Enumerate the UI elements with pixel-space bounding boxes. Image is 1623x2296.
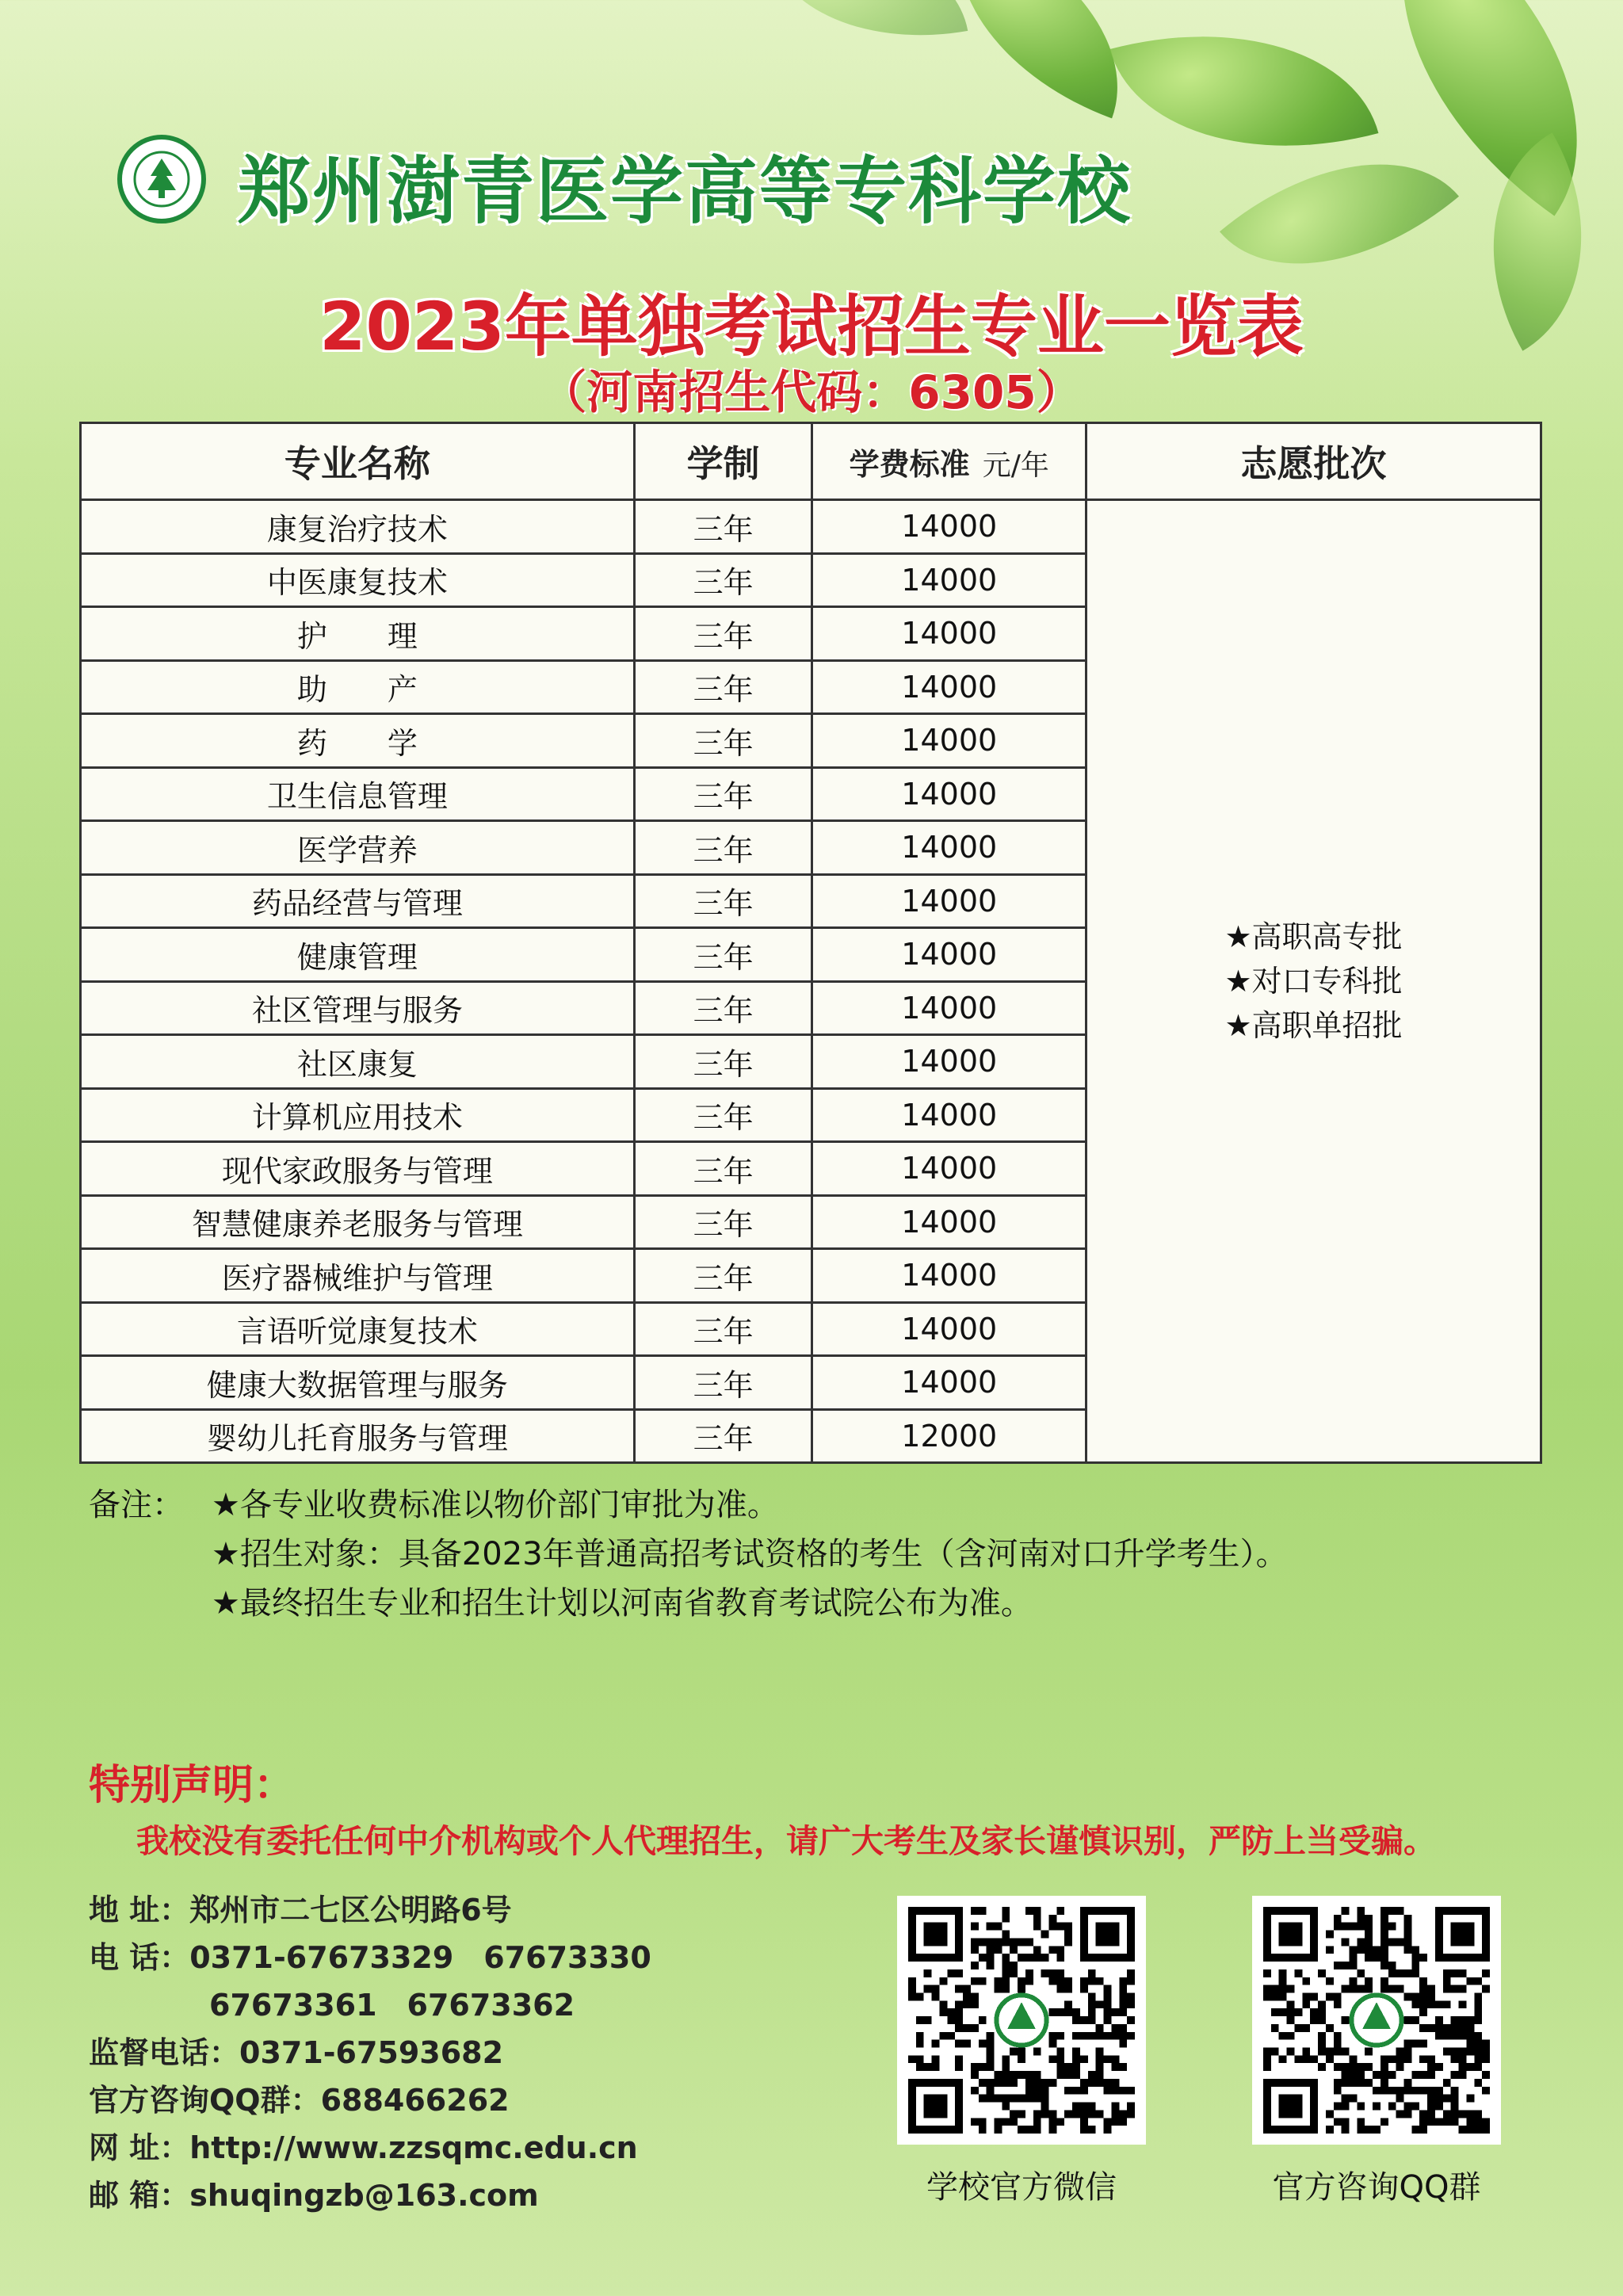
cell-name: 药品经营与管理 <box>81 874 635 928</box>
cell-duration: 三年 <box>634 1195 812 1249</box>
cell-duration: 三年 <box>634 981 812 1035</box>
cell-fee: 14000 <box>812 553 1086 607</box>
cell-name: 社区管理与服务 <box>81 981 635 1035</box>
note-item: ★招生对象：具备2023年普通高招考试资格的考生（含河南对口升学考生）。 <box>212 1536 1288 1572</box>
leaf-decoration <box>1110 0 1379 195</box>
school-emblem-icon <box>117 135 206 223</box>
enrollment-code: （河南招生代码：6305） <box>540 365 1083 419</box>
cell-duration: 三年 <box>634 767 812 821</box>
cell-fee: 14000 <box>812 1249 1086 1303</box>
cell-duration: 三年 <box>634 1302 812 1356</box>
cell-fee: 14000 <box>812 1035 1086 1089</box>
cell-fee: 14000 <box>812 1088 1086 1142</box>
notes-label: 备注： <box>89 1487 184 1523</box>
cell-duration: 三年 <box>634 607 812 661</box>
contact-address: 地 址：郑州市二七区公明路6号 <box>89 1893 512 1927</box>
cell-name: 健康管理 <box>81 928 635 982</box>
cell-name: 社区康复 <box>81 1035 635 1089</box>
cell-duration: 三年 <box>634 1409 812 1463</box>
qr-code-icon <box>897 1896 1146 2145</box>
leaf-decoration <box>768 0 968 63</box>
cell-name: 卫生信息管理 <box>81 767 635 821</box>
cell-fee: 14000 <box>812 928 1086 982</box>
cell-duration: 三年 <box>634 500 812 554</box>
cell-duration: 三年 <box>634 874 812 928</box>
header-fee <box>812 423 1086 500</box>
header-batch: 志愿批次 <box>1086 423 1541 500</box>
cell-duration: 三年 <box>634 1035 812 1089</box>
batch-item: ★高职单招批 <box>1224 1008 1403 1043</box>
cell-fee: 14000 <box>812 714 1086 768</box>
header-fee-label: 学费标准 <box>849 446 970 482</box>
cell-duration: 三年 <box>634 928 812 982</box>
qr-code-icon <box>1252 1896 1501 2145</box>
cell-name: 药 学 <box>81 714 635 768</box>
cell-duration: 三年 <box>634 821 812 875</box>
note-item: ★最终招生专业和招生计划以河南省教育考试院公布为准。 <box>212 1585 1033 1622</box>
cell-fee: 14000 <box>812 874 1086 928</box>
contact-supervise-phone: 监督电话：0371-67593682 <box>89 2035 504 2070</box>
cell-name: 康复治疗技术 <box>81 500 635 554</box>
cell-fee: 14000 <box>812 981 1086 1035</box>
cell-name: 健康大数据管理与服务 <box>81 1356 635 1410</box>
qr-caption-qq: 官方咨询QQ群 <box>1272 2169 1481 2206</box>
cell-name: 医疗器械维护与管理 <box>81 1249 635 1303</box>
cell-fee: 14000 <box>812 1142 1086 1196</box>
school-name: 郑州澍青医学高等专科学校 <box>238 149 1132 234</box>
cell-name: 助 产 <box>81 660 635 714</box>
cell-duration: 三年 <box>634 1142 812 1196</box>
notes <box>89 1480 1288 1628</box>
cell-name: 婴幼儿托育服务与管理 <box>81 1409 635 1463</box>
cell-name: 计算机应用技术 <box>81 1088 635 1142</box>
cell-fee: 14000 <box>812 1356 1086 1410</box>
cell-duration: 三年 <box>634 1249 812 1303</box>
cell-fee: 14000 <box>812 607 1086 661</box>
majors-table <box>79 422 1542 1464</box>
header-fee-unit: 元/年 <box>982 449 1049 482</box>
header-major-name: 专业名称 <box>81 423 635 500</box>
cell-duration: 三年 <box>634 714 812 768</box>
cell-fee: 12000 <box>812 1409 1086 1463</box>
cell-fee: 14000 <box>812 500 1086 554</box>
cell-name: 中医康复技术 <box>81 553 635 607</box>
header-duration: 学制 <box>634 423 812 500</box>
cell-duration: 三年 <box>634 1088 812 1142</box>
contact-email: 邮 箱：shuqingzb@163.com <box>89 2178 539 2213</box>
contact-qq-group: 官方咨询QQ群：688466262 <box>89 2083 510 2118</box>
cell-name: 医学营养 <box>81 821 635 875</box>
qr-caption-wechat: 学校官方微信 <box>926 2169 1117 2206</box>
cell-name: 护 理 <box>81 607 635 661</box>
contact-phone-extra: 67673361 67673362 <box>89 1988 575 2023</box>
cell-duration: 三年 <box>634 660 812 714</box>
cell-name: 现代家政服务与管理 <box>81 1142 635 1196</box>
note-item: ★各专业收费标准以物价部门审批为准。 <box>212 1487 779 1523</box>
page-title: 2023年单独考试招生专业一览表 <box>319 288 1304 365</box>
cell-name: 言语听觉康复技术 <box>81 1302 635 1356</box>
contact-phone: 电 话：0371-67673329 67673330 <box>89 1940 651 1975</box>
cell-fee: 14000 <box>812 1302 1086 1356</box>
cell-fee: 14000 <box>812 821 1086 875</box>
cell-duration: 三年 <box>634 553 812 607</box>
cell-fee: 14000 <box>812 767 1086 821</box>
notice-body: 我校没有委托任何中介机构或个人代理招生，请广大考生及家长谨慎识别，严防上当受骗。 <box>136 1822 1436 1860</box>
cell-duration: 三年 <box>634 1356 812 1410</box>
batch-item: ★高职高专批 <box>1224 919 1403 954</box>
cell-fee: 14000 <box>812 1195 1086 1249</box>
cell-name: 智慧健康养老服务与管理 <box>81 1195 635 1249</box>
table-header-row <box>81 423 1541 500</box>
batch-item: ★对口专科批 <box>1224 964 1403 999</box>
table-row <box>81 500 1541 554</box>
contact-website: 网 址：http://www.zzsqmc.edu.cn <box>89 2130 638 2165</box>
contact-info <box>89 1886 651 2219</box>
cell-fee: 14000 <box>812 660 1086 714</box>
notice-title: 特别声明： <box>89 1762 296 1809</box>
cell-batch <box>1086 500 1541 1463</box>
